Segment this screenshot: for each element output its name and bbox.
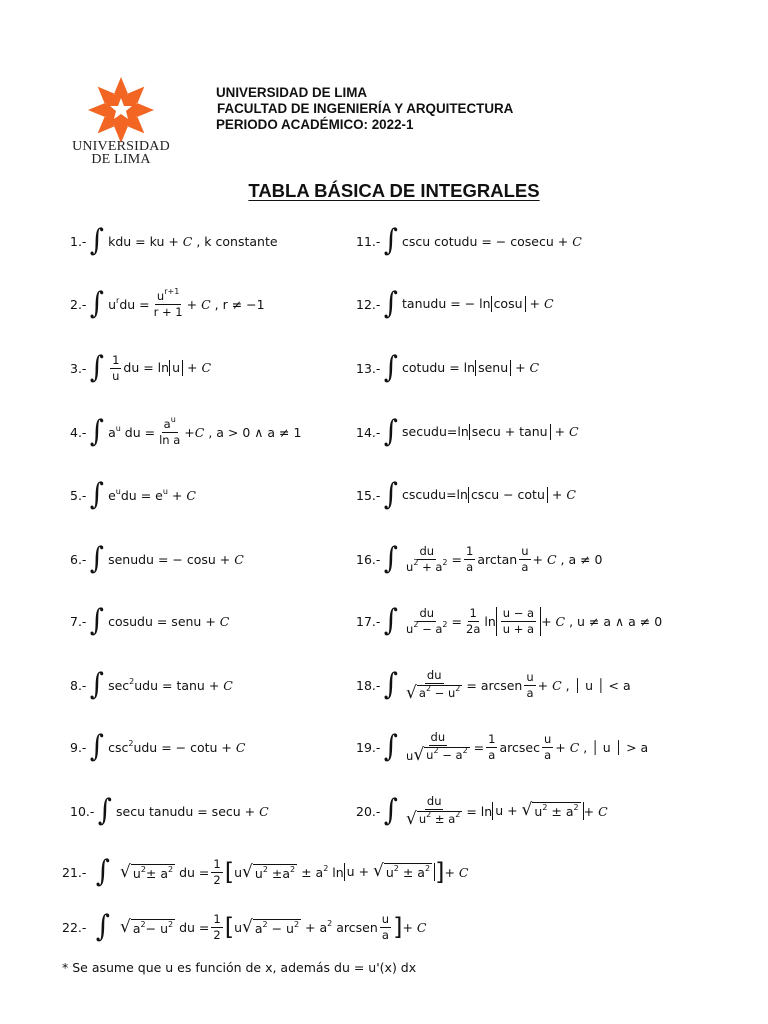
- formula-number: 8.-: [70, 677, 87, 693]
- formula-20: 20.- ∫ du √ $u^2 \pm a^2$ = ln u + √ $u^2 \pm a^2$ + C: [356, 793, 608, 829]
- formula-9: 9.- ∫ $\csc^2udu$ = − cotu + C: [70, 729, 246, 764]
- header-period: PERIODO ACADÉMICO: 2022-1: [216, 117, 414, 132]
- logo-text-line2: DE LIMA: [91, 152, 151, 167]
- formula-1: 1.- ∫ kdu = ku + C , k constante: [70, 223, 278, 258]
- formula-10: 10.- ∫ secu tanudu = secu + C: [70, 793, 269, 828]
- formula-number: 3.-: [70, 360, 87, 376]
- footnote: * Se asume que u es función de x, además du = u'(x) dx: [62, 960, 417, 975]
- formula-number: 9.-: [70, 739, 87, 755]
- formula-17: 17.- ∫ $\frac{du}{u^2 - a^2}$ = $\frac{1}{2a}$ ln $\frac{u - a}{u + a}$ + C , u ≠ a ∧ a ≠ 0: [356, 603, 663, 638]
- formula-19: 19.- ∫ du u √ $u^2 - a^2$ = $\frac{1}{a}$ arcsec $\frac{u}{a}$ + C , │ u │ > a: [356, 729, 649, 765]
- formula-number: 22.-: [62, 919, 87, 935]
- formula-number: 6.-: [70, 551, 87, 567]
- formula-number: 13.-: [356, 360, 381, 376]
- formula-number: 11.-: [356, 233, 381, 249]
- formula-number: 14.-: [356, 424, 381, 440]
- formula-6: 6.- ∫ senudu = − cosu + C: [70, 541, 244, 576]
- logo-text-line1: UNIVERSIDAD: [72, 139, 170, 154]
- formula-16: 16.- ∫ $\frac{du}{u^2 + a^2}$ = $\frac{1}{a}$ arctan $\frac{u}{a}$ + C , a ≠ 0: [356, 541, 603, 576]
- formula-4: 4.- ∫ $a^u$ du = $\frac{a^u}{\text{ln a}}$ +C , a > 0 ∧ a ≠ 1: [70, 414, 302, 449]
- page-title: TABLA BÁSICA DE INTEGRALES: [248, 180, 540, 201]
- formula-number: 19.-: [356, 739, 381, 755]
- formula-12: 12.- ∫ tanudu = − ln cosu + C: [356, 286, 554, 321]
- formula-number: 18.-: [356, 677, 381, 693]
- formula-number: 20.-: [356, 803, 381, 819]
- formula-number: 15.-: [356, 487, 381, 503]
- formula-5: 5.- ∫ $e^udu = e^u + C$: [70, 477, 196, 512]
- header-faculty: FACULTAD DE INGENIERÍA Y ARQUITECTURA: [217, 101, 514, 116]
- university-logo: [62, 74, 182, 174]
- formula-21: 21.- ∫ √ $u^2\pm a^2$ du = $\frac{1}{2}$ [ u √ $u^2 \pm a^2$ ± $a^2$ ln u + √ $u^2 \pm a^2$ ] + C: [62, 854, 469, 889]
- formula-15: 15.- ∫ cscudu=ln cscu − cotu + C: [356, 477, 576, 512]
- formula-number: 12.-: [356, 296, 381, 312]
- formula-3: 3.- ∫ $\frac{1}{u}$ du = ln u + C: [70, 350, 212, 385]
- formula-number: 10.-: [70, 803, 95, 819]
- formula-number: 17.-: [356, 613, 381, 629]
- formula-14: 14.- ∫ secudu=ln secu + tanu + C: [356, 414, 579, 449]
- formula-number: 1.-: [70, 233, 87, 249]
- formula-13: 13.- ∫ cotudu = ln senu + C: [356, 350, 540, 385]
- formula-11: 11.- ∫ cscu cotudu = − cosecu + C: [356, 223, 582, 258]
- header-university: UNIVERSIDAD DE LIMA: [216, 85, 368, 100]
- formula-22: 22.- ∫ √ $a^2- u^2$ du = $\frac{1}{2}$ [ u √ $a^2 - u^2$ + $a^2$ arcsen $\frac{u}{a}$ ] + C: [62, 909, 427, 944]
- document-header: [216, 85, 596, 133]
- formula-number: 4.-: [70, 424, 87, 440]
- formula-number: 21.-: [62, 864, 87, 880]
- formula-number: 2.-: [70, 296, 87, 312]
- star-logo-icon: [62, 74, 182, 144]
- formula-7: 7.- ∫ cosudu = senu + C: [70, 603, 230, 638]
- formula-number: 7.-: [70, 613, 87, 629]
- formula-number: 16.-: [356, 551, 381, 567]
- formula-18: 18.- ∫ du √ $a^2 - u^2$ = arcsen $\frac{u}{a}$ + C , │ u │ < a: [356, 667, 631, 703]
- formula-number: 5.-: [70, 487, 87, 503]
- formula-2: 2.- ∫ $u^rdu$ = $\frac{u^{r+1}}{r + 1}$ + C , r ≠ −1: [70, 286, 265, 321]
- formula-8: 8.- ∫ $\sec^2udu = \tan u + C$: [70, 667, 233, 702]
